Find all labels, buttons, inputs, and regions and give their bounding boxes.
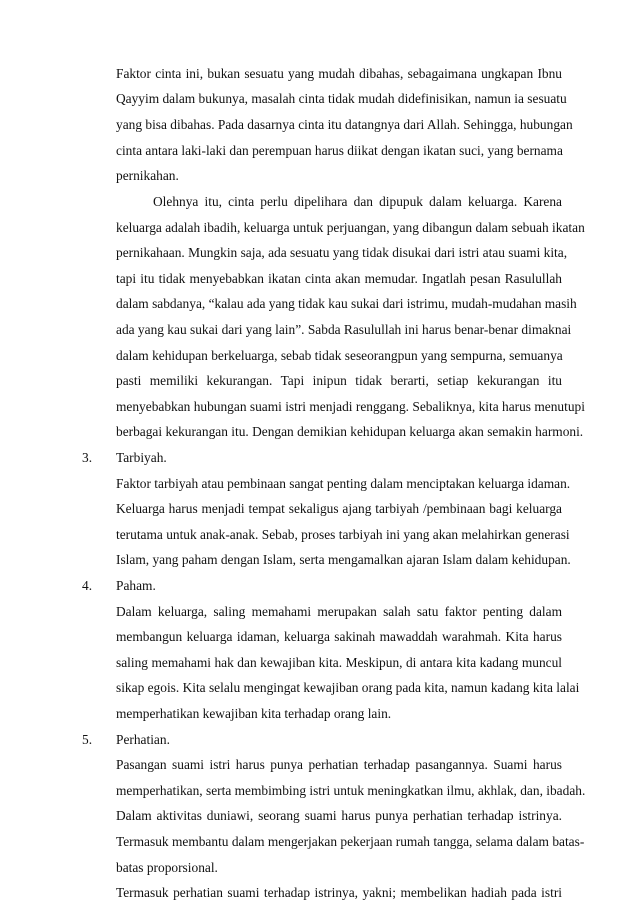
list-item-line: Dalam aktivitas duniawi, seorang suami harus punya perhatian terhadap istrinya. [116,808,562,823]
list-item-line: Pasangan suami istri harus punya perhatian terhadap pasangannya. Suami harus [116,757,562,772]
list-item-line: Termasuk perhatian suami terhadap istrinya, yakni; membelikan hadiah pada istri [116,885,562,900]
list-item-line: Termasuk membantu dalam mengerjakan pekerjaan rumah tangga, selama dalam batas- [116,834,585,849]
intro-p1-line-3: yang bisa dibahas. Pada dasarnya cinta itu datangnya dari Allah. Sehingga, hubungan [116,117,573,132]
intro-p2-line-9: menyebabkan hubungan suami istri menjadi renggang. Sebaliknya, kita harus menutupi [116,399,585,414]
list-item-line: saling memahami hak dan kewajiban kita. Meskipun, di antara kita kadang muncul [116,655,562,670]
intro-p2-line-5: dalam sabdanya, “kalau ada yang tidak kau sukai dari istrimu, mudah-mudahan masih [116,296,577,311]
list-item-line: Islam, yang paham dengan Islam, serta mengamalkan ajaran Islam dalam kehidupan. [116,552,571,567]
list-item-line: memperhatikan, serta membimbing istri untuk meningkatkan ilmu, akhlak, dan, ibadah. [116,783,586,798]
list-number: 5. [82,732,93,747]
intro-p2-line-6: ada yang kau sukai dari yang lain”. Sabda Rasulullah ini harus benar-benar dimaknai [116,322,572,337]
list-number: 3. [82,450,93,465]
list-heading: Tarbiyah. [116,450,167,465]
list-item-line: membangun keluarga idaman, keluarga sakinah mawaddah warahmah. Kita harus [116,629,562,644]
list-number: 4. [82,578,93,593]
intro-p1-line-2: Qayyim dalam bukunya, masalah cinta tidak mudah didefinisikan, namun ia sesuatu [116,91,567,106]
list-item-line: Faktor tarbiyah atau pembinaan sangat penting dalam menciptakan keluarga idaman. [116,476,571,491]
list-item-line: Dalam keluarga, saling memahami merupakan salah satu faktor penting dalam [116,604,562,619]
intro-p1-line-5: pernikahan. [116,168,179,183]
list-item-line: Keluarga harus menjadi tempat sekaligus ajang tarbiyah /pembinaan bagi keluarga [116,501,562,516]
list-heading: Perhatian. [116,732,170,747]
intro-p1-line-4: cinta antara laki-laki dan perempuan harus diikat dengan ikatan suci, yang bernama [116,143,563,158]
list-item-line: sikap egois. Kita selalu mengingat kewajiban orang pada kita, namun kadang kita lalai [116,680,580,695]
intro-p2-line-3: pernikahaan. Mungkin saja, ada sesuatu yang tidak disukai dari istri atau suami kita, [116,245,568,260]
list-item-line: memperhatikan kewajiban kita terhadap orang lain. [116,706,392,721]
list-heading: Paham. [116,578,156,593]
intro-p2-line-7: dalam kehidupan berkeluarga, sebab tidak seseorangpun yang sempurna, semuanya [116,348,563,363]
intro-p2-line-4: tapi itu tidak menyebabkan ikatan cinta akan memudar. Ingatlah pesan Rasulullah [116,271,562,286]
list-item-line: batas proporsional. [116,860,218,875]
intro-p2-line-10: berbagai kekurangan itu. Dengan demikian kehidupan keluarga akan semakin harmoni. [116,424,584,439]
intro-p2-line-8: pasti memiliki kekurangan. Tapi inipun tidak berarti, setiap kekurangan itu [116,373,562,388]
intro-p2-line-1: Olehnya itu, cinta perlu dipelihara dan dipupuk dalam keluarga. Karena [153,194,562,209]
intro-p1-line-1: Faktor cinta ini, bukan sesuatu yang mudah dibahas, sebagaimana ungkapan Ibnu [116,66,562,81]
list-item-line: terutama untuk anak-anak. Sebab, proses tarbiyah ini yang akan melahirkan generasi [116,527,570,542]
intro-p2-line-2: keluarga adalah ibadih, keluarga untuk perjuangan, yang dibangun dalam sebuah ikatan [116,220,585,235]
